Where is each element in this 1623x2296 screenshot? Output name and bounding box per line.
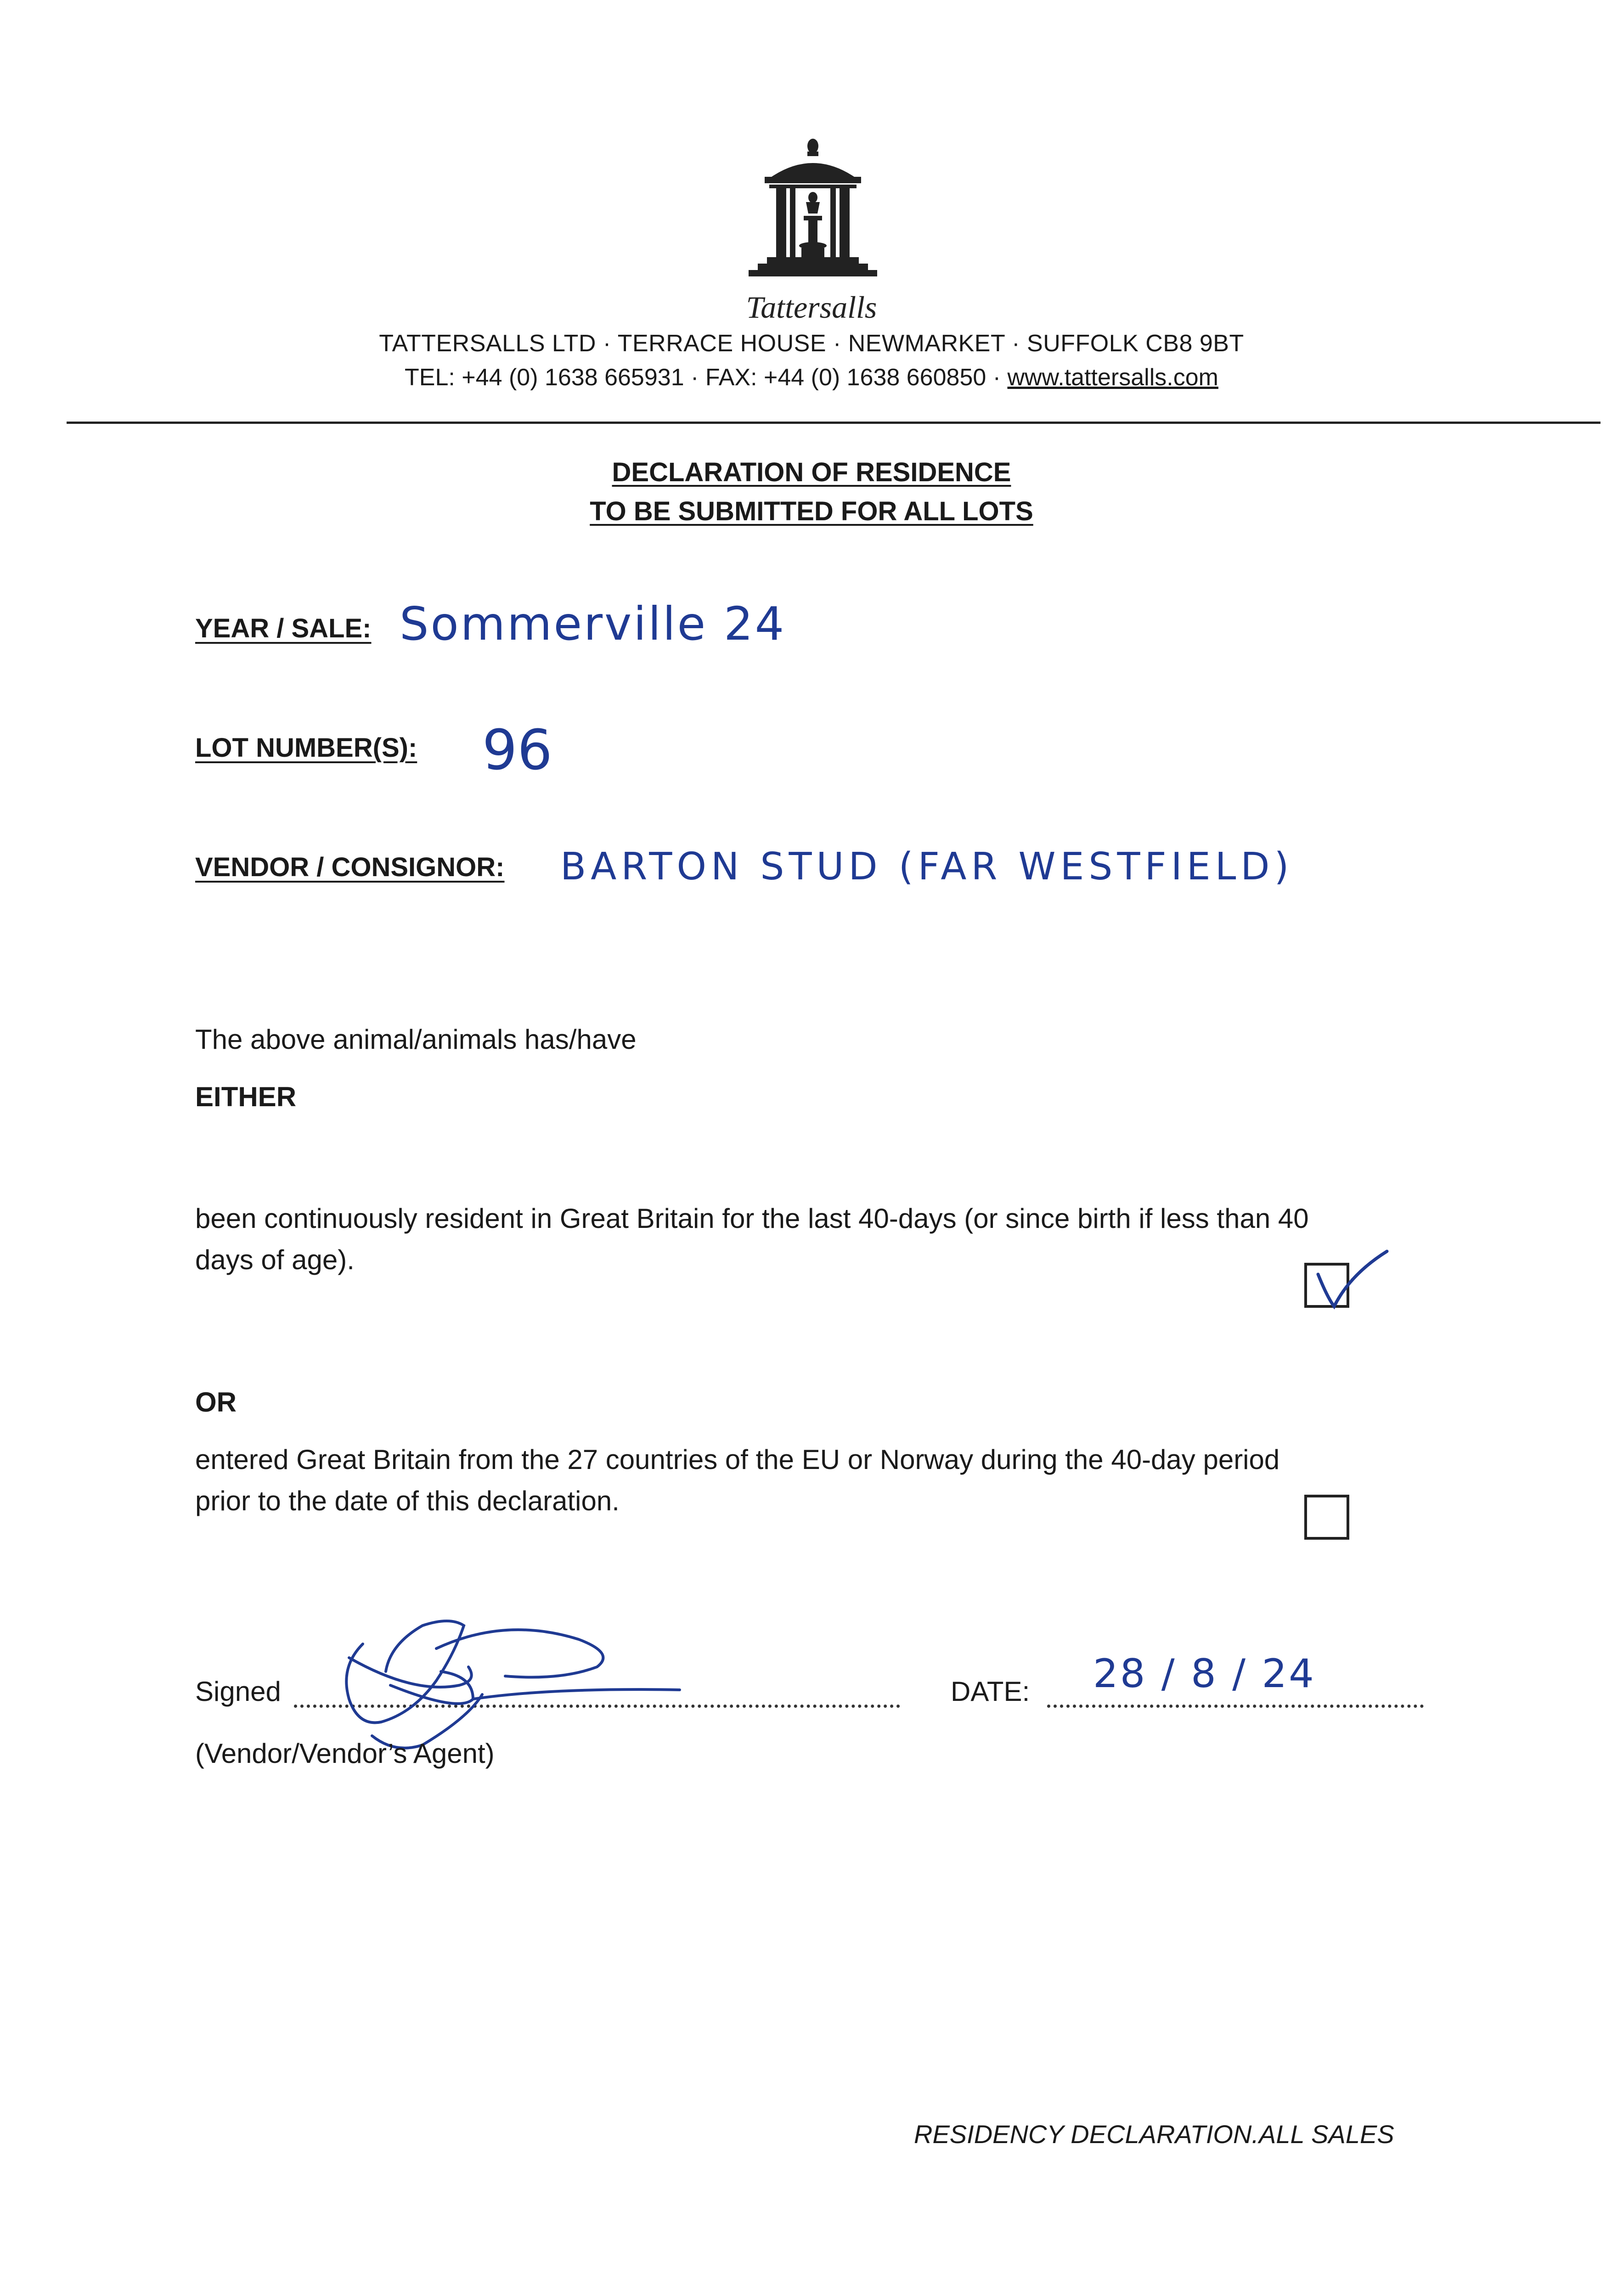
option2-line2: prior to the date of this declaration. [195, 1486, 620, 1516]
declaration-intro: The above animal/animals has/have [195, 1024, 637, 1055]
vendor-agent-role: (Vendor/Vendor’s Agent) [195, 1738, 495, 1769]
company-address: TATTERSALLS LTD · TERRACE HOUSE · NEWMARKET · SUFFOLK CB8 9BT [379, 330, 1244, 357]
tel-fax: TEL: +44 (0) 1638 665931 · FAX: +44 (0) 1638 660850 · [405, 364, 1008, 391]
option1-line2: days of age). [195, 1244, 355, 1275]
form-title-line2: TO BE SUBMITTED FOR ALL LOTS [590, 496, 1033, 526]
tattersalls-logo-icon [744, 133, 882, 289]
lot-number-value: 96 [482, 719, 552, 782]
option1-line1: been continuously resident in Great Britain for the last 40-days (or since birth if less than 40 [195, 1203, 1309, 1234]
website-link[interactable]: www.tattersalls.com [1007, 364, 1218, 391]
signed-label: Signed [195, 1676, 281, 1707]
form-name-footer: RESIDENCY DECLARATION.ALL SALES [914, 2120, 1394, 2149]
checkmark-icon [1313, 1247, 1392, 1316]
form-title-line1: DECLARATION OF RESIDENCE [612, 457, 1011, 487]
year-sale-label: YEAR / SALE: [195, 613, 372, 643]
either-label: EITHER [195, 1081, 297, 1112]
date-value: 28 / 8 / 24 [1093, 1651, 1316, 1697]
option2-checkbox[interactable] [1304, 1495, 1349, 1540]
contact-line [0, 364, 1623, 391]
brand-name: Tattersalls [746, 290, 877, 325]
lot-number-label: LOT NUMBER(S): [195, 733, 417, 763]
date-line[interactable] [1047, 1705, 1424, 1708]
year-sale-value: Sommerville 24 [400, 597, 786, 651]
option2-line1: entered Great Britain from the 27 countries of the EU or Norway during the 40-day period [195, 1444, 1280, 1475]
header-divider [67, 422, 1600, 424]
date-label: DATE: [951, 1676, 1030, 1707]
or-label: OR [195, 1387, 237, 1418]
vendor-consignor-label: VENDOR / CONSIGNOR: [195, 852, 505, 882]
vendor-consignor-value: BARTON STUD (FAR WESTFIELD) [560, 845, 1294, 889]
